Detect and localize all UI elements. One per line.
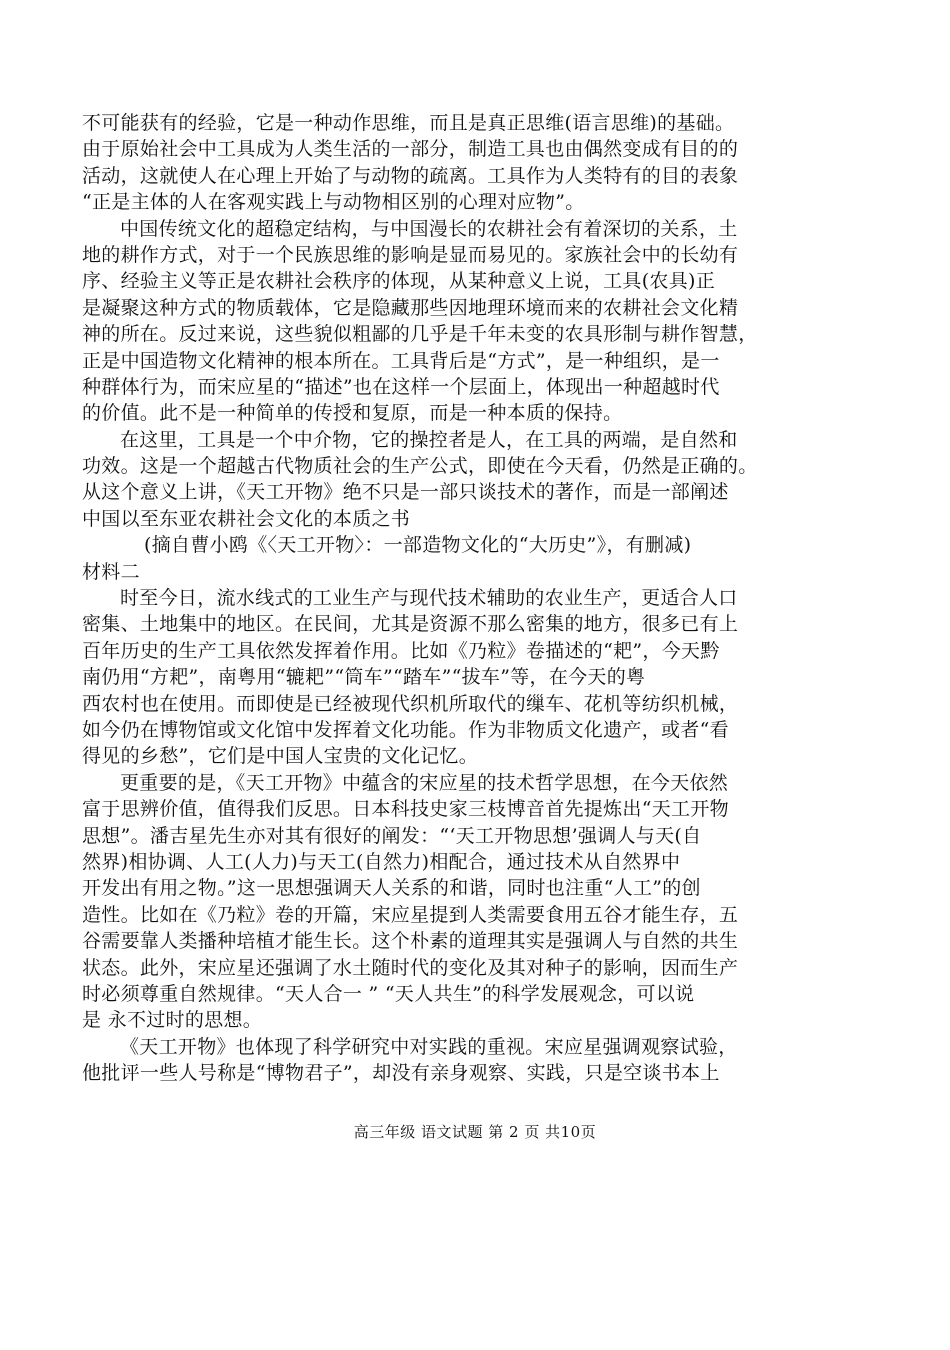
text-line: 从这个意义上讲，《天工开物》绝不只是一部只谈技术的著作，而是一部阐述 <box>82 481 729 504</box>
text-line: 的价值。此不是一种简单的传授和复原，而是一种本质的保持。 <box>82 402 623 425</box>
text-line: 开发出有用之物。”这一思想强调天人关系的和谐，同时也注重“人工”的创 <box>82 877 701 900</box>
text-line: 状态。此外，宋应星还强调了水土随时代的变化及其对种子的影响，因而生产 <box>82 956 739 979</box>
paragraph-continued <box>82 110 872 216</box>
text-line: 如今仍在博物馆或文化馆中发挥着文化功能。作为非物质文化遗产，或者“看 <box>82 718 729 741</box>
text-line: 由于原始社会中工具成为人类生活的一部分，制造工具也由偶然变成有目的的 <box>82 138 739 161</box>
text-line: 思想”。潘吉星先生亦对其有很好的阐发：“‘天工开物思想’强调人与天(自 <box>82 824 702 847</box>
text-line: 不可能获有的经验，它是一种动作思维，而且是真正思维(语言思维)的基础。 <box>82 112 735 134</box>
text-line: 时至今日，流水线式的工业生产与现代技术辅助的农业生产，更适合人口 <box>120 587 738 610</box>
text-line: 南仍用“方耙”，南粤用“辘耙”“筒车”“踏车”“拔车”等，在今天的粤 <box>82 666 646 689</box>
text-line: 密集、土地集中的地区。在民间，尤其是资源不那么密集的地方，很多已有上 <box>82 613 739 636</box>
text-line: 得见的乡愁”，它们是中国人宝贵的文化记忆。 <box>82 745 479 768</box>
page-footer: 高三年级 语文试题 第 2 页 共10页 <box>353 1123 597 1141</box>
text-line: 西农村也在使用。而即使是已经被现代织机所取代的缫车、花机等纺织机械， <box>82 692 739 715</box>
paragraph <box>82 216 872 427</box>
text-line: 是凝聚这种方式的物质载体，它是隐藏那些因地理环境而来的农耕社会文化精 <box>82 296 739 319</box>
text-line: 功效。这是一个超越古代物质社会的生产公式，即使在今天看，仍然是正确的。 <box>82 455 758 478</box>
text-line: 中国传统文化的超稳定结构，与中国漫长的农耕社会有着深切的关系，土 <box>120 217 738 240</box>
text-line: 《天工开物》也体现了科学研究中对实践的重视。宋应星强调观察试验， <box>120 1035 738 1058</box>
text-line: 时必须尊重自然规律。“天人合一 ” “天人共生”的科学发展观念，可以说 <box>82 982 695 1005</box>
text-line: 然界)相协调、人工(人力)与天工(自然力)相配合，通过技术从自然界中 <box>82 850 681 873</box>
text-line: 造性。比如在《乃粒》卷的开篇，宋应星提到人类需要食用五谷才能生存，五 <box>82 903 739 926</box>
document-page <box>82 110 872 1086</box>
paragraph <box>82 1034 872 1087</box>
paragraph <box>82 427 872 533</box>
text-line: 中国以至东亚农耕社会文化的本质之书 <box>82 507 411 530</box>
text-line: 他批评一些人号称是“博物君子”，却没有亲身观察、实践，只是空谈书本上 <box>82 1062 720 1085</box>
text-line: 是 永不过时的思想。 <box>82 1009 263 1032</box>
text-line: 谷需要靠人类播种培植才能生长。这个朴素的道理其实是强调人与自然的共生 <box>82 930 739 953</box>
text-line: 活动，这就使人在心理上开始了与动物的疏离。工具作为人类特有的目的表象 <box>82 164 739 187</box>
text-line: 富于思辨价值，值得我们反思。日本科技史家三枝博音首先提炼出“天工开物 <box>82 798 729 821</box>
paragraph <box>82 585 872 770</box>
text-line: 序、经验主义等正是农耕社会秩序的体现，从某种意义上说，工具(农具)正 <box>82 270 716 293</box>
text-line: 地的耕作方式，对于一个民族思维的影响是显而易见的。家族社会中的长幼有 <box>82 243 739 266</box>
text-line: 百年历史的生产工具依然发挥着作用。比如《乃粒》卷描述的“耙”，今天黔 <box>82 639 720 662</box>
text-line: 在这里，工具是一个中介物，它的操控者是人，在工具的两端，是自然和 <box>120 428 738 451</box>
text-line: 神的所在。反过来说，这些貌似粗鄙的几乎是千年未变的农具形制与耕作智慧， <box>82 323 758 346</box>
section-heading: 材料二 <box>82 560 140 583</box>
text-line: 正是中国造物文化精神的根本所在。工具背后是“方式”，是一种组织，是一 <box>82 349 720 372</box>
text-line: “正是主体的人在客观实践上与动物相区别的心理对应物”。 <box>82 191 585 214</box>
source-citation: (摘自曹小鸥《〈天工开物〉：一部造物文化的“大历史”》，有删减) <box>144 534 692 557</box>
paragraph <box>82 770 872 1034</box>
text-line: 更重要的是，《天工开物》中蕴含的宋应星的技术哲学思想，在今天依然 <box>120 771 729 794</box>
text-line: 种群体行为，而宋应星的“描述”也在这样一个层面上，体现出一种超越时代 <box>82 375 720 398</box>
